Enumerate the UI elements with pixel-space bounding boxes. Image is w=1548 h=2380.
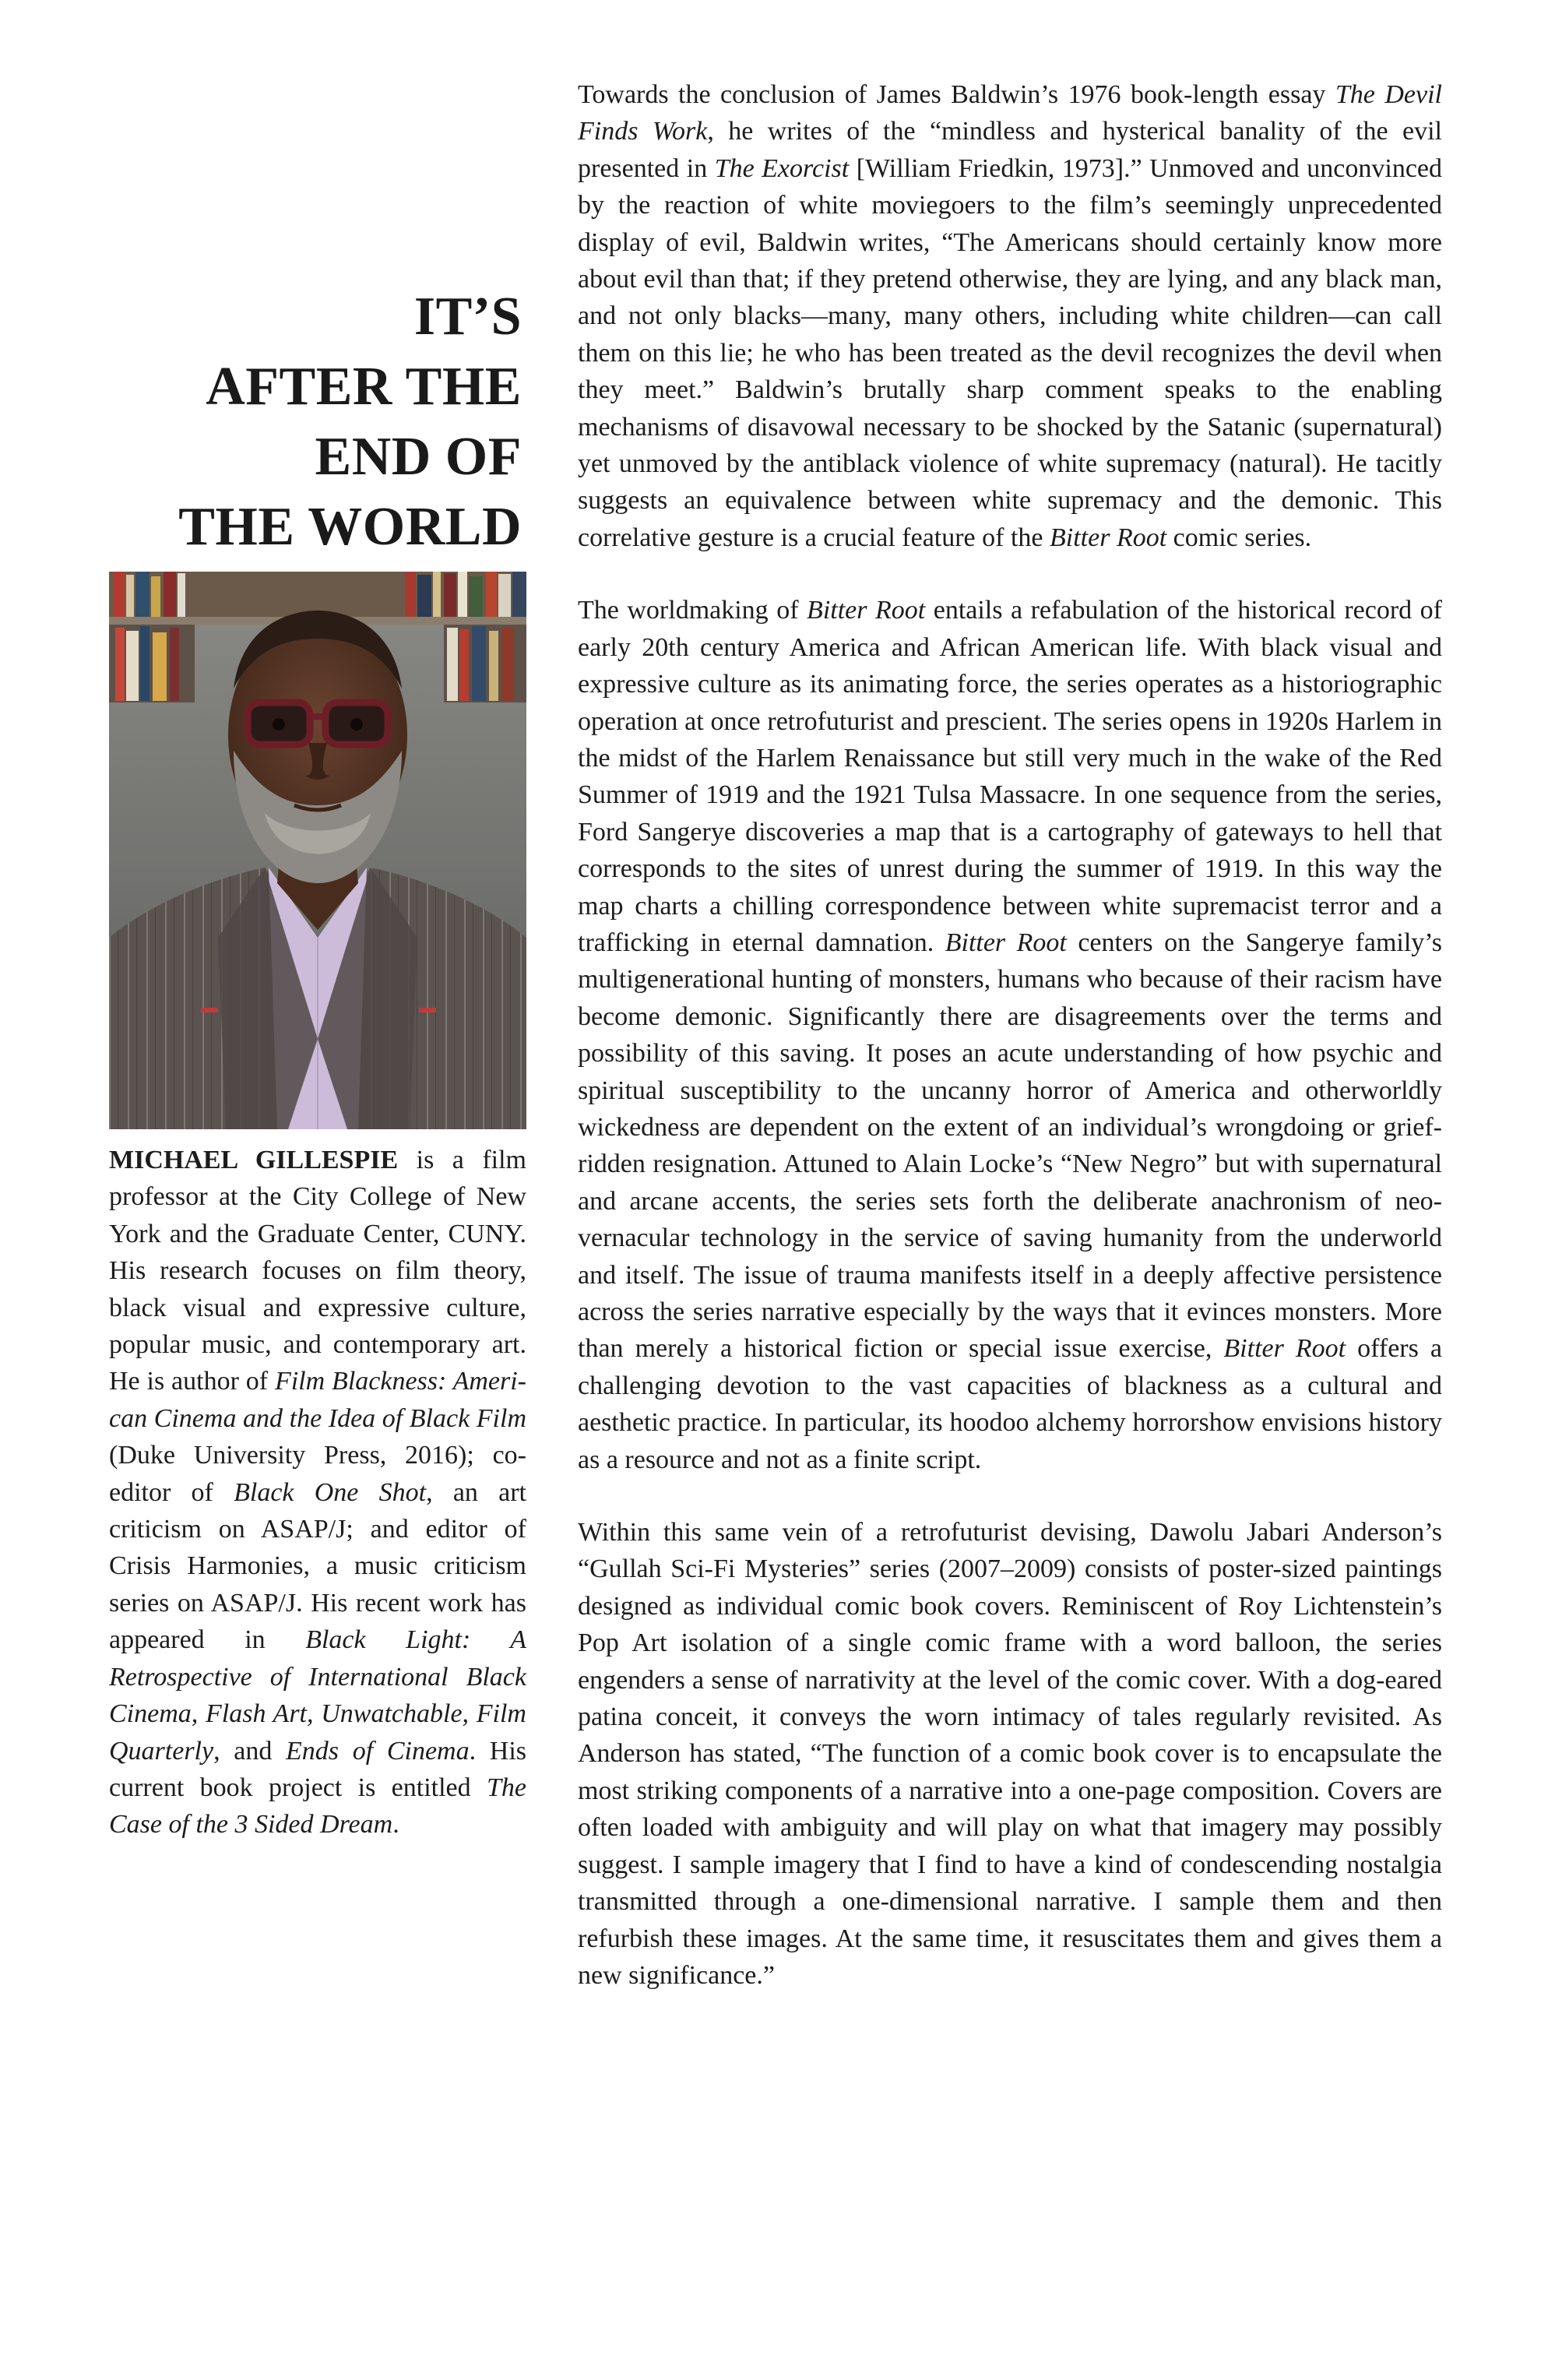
article-body (578, 76, 1442, 1994)
bio-text: . (392, 1810, 399, 1840)
bio-text: , an art criticism on ASAP/J; and editor of Crisis Harmonies, a music criticism series on ASAP/J. His recent work has appeared in (109, 1477, 526, 1655)
bio-text: . His current book project is entitled (109, 1736, 526, 1802)
text-run: , he writes of the “mindless and hysterical banality of the evil presented in (578, 117, 1442, 183)
title-line: AFTER THE (206, 357, 522, 417)
work-title: The Exorcist (714, 153, 850, 183)
paragraph-1 (578, 76, 1442, 556)
title-line: IT’S (413, 287, 522, 347)
book-title: Black One Shot (234, 1477, 427, 1507)
author-name: MICHAEL GILLESPIE (109, 1146, 399, 1174)
author-bio (109, 1142, 526, 1843)
book-title: The Case of the 3 Sided Dream (109, 1773, 526, 1840)
text-run: The worldmaking of (578, 596, 807, 625)
work-title: Bitter Root (1050, 523, 1167, 552)
work-title: Bitter Root (807, 596, 926, 625)
paragraph-2 (578, 592, 1442, 1478)
title-line: THE WORLD (178, 497, 522, 557)
text-run: centers on the Sangerye family’s multigenerational hunting of monsters, humans who because of their racism have become demonic. Significantly there are disagreements over the terms and possibility of this saving. It poses an acute understanding of how psychic and spiritual susceptibility to the uncanny horror of America and otherworldly wickedness are dependent on the extent of an individual’s wrongdoing or grief-ridden resignation. Attuned to Alain Locke’s “New Negro” but with supernatural and arcane accents, the series sets forth the deliberate anachronism of neo-vernacular technology in the service of saving humanity from the underworld and itself. The issue of trauma manifests itself in a deeply affective persistence across the series narrative especially by the ways that it evinces monsters. More than merely a historical fiction or special issue exercise, (578, 928, 1442, 1364)
bio-text: is a film professor at the City College of New York and the Graduate Center, CUNY. His research focuses on film theory, black visual and expressive culture, popular music, and contemporary art. He is author of (109, 1146, 526, 1396)
bio-text: (Duke University Press, 2016); co-editor of (109, 1441, 526, 1507)
text-run: Towards the conclusion of James Baldwin’s 1976 book-length essay (578, 80, 1335, 109)
author-portrait (109, 572, 526, 1129)
text-run: entails a refabulation of the historical record of early 20th century America and African American life. With black visual and expressive culture as its animating force, the series operates as a historiographic operation at once retrofuturist and prescient. The series opens in 1920s Harlem in the midst of the Harlem Renaissance but still very much in the wake of the Red Summer of 1919 and the 1921 Tulsa Massacre. In one sequence from the series, Ford Sangerye discoveries a map that is a cartography of gateways to hell that corresponds to the sites of unrest during the summer of 1919. In this way the map charts a chilling correspondence between white supremacist terror and a trafficking in eternal damnation. (578, 596, 1442, 957)
publication-list: Black Light: A Retrospective of International Black Cinema, Flash Art, Unwatchable, Film Quarterly (109, 1625, 526, 1766)
bio-text: , and (213, 1736, 287, 1766)
article-title (125, 282, 522, 562)
text-run: Within this same vein of a retrofuturist devising, Dawolu Jabari Anderson’s “Gullah Sci-Fi Mysteries” series (2007–2009) consists of poster-sized paintings designed as individual comic book covers. Reminiscent of Roy Lichtenstein’s Pop Art isolation of a single comic frame with a word balloon, the series engenders a sense of narrativity at the level of the comic cover. With a dog-eared patina conceit, it conveys the worn intimacy of tales regularly revisited. As Anderson has stated, “The function of a comic book cover is to encapsulate the most striking components of a narrative into a one-page composition. Covers are often loaded with ambiguity and will play on what that imagery may possibly suggest. I sample imagery that I find to have a kind of condescending nostalgia transmitted through a one-dimensional narrative. I sample them and then refurbish these images. At the same time, it resuscitates them and gives them a new significance.” (578, 1518, 1442, 1990)
title-line: END OF (315, 427, 522, 487)
work-title: Bitter Root (1223, 1334, 1346, 1364)
work-title: Bitter Root (945, 928, 1067, 957)
text-run: offers a challenging devotion to the vast capacities of blackness as a cultural and aesthetic practice. In particular, its hoodoo alchemy horrorshow envisions history as a resource and not as a finite script. (578, 1334, 1442, 1474)
publication-title: Ends of Cinema (286, 1736, 470, 1766)
book-title: Film Blackness: American Cinema and the Idea of Black Film (109, 1367, 526, 1433)
paragraph-3 (578, 1514, 1442, 1994)
text-run: comic series. (1166, 523, 1312, 552)
work-title: The Devil Finds Work (578, 80, 1442, 146)
text-run: [William Friedkin, 1973].” Unmoved and unconvinced by the reaction of white moviegoers to the film’s seemingly unprecedented display of evil, Baldwin writes, “The Americans should certainly know more about evil than that; if they pretend otherwise, they are lying, and any black man, and not only blacks—many, many others, including white children—can call them on this lie; he who has been treated as the devil recognizes the devil when they meet.” Baldwin’s brutally sharp comment speaks to the enabling mechanisms of disavowal necessary to be shocked by the Satanic (supernatural) yet unmoved by the antiblack violence of white supremacy (natural). He tacitly suggests an equivalence between white supremacy and the demonic. This correlative gesture is a crucial feature of the (578, 153, 1443, 552)
